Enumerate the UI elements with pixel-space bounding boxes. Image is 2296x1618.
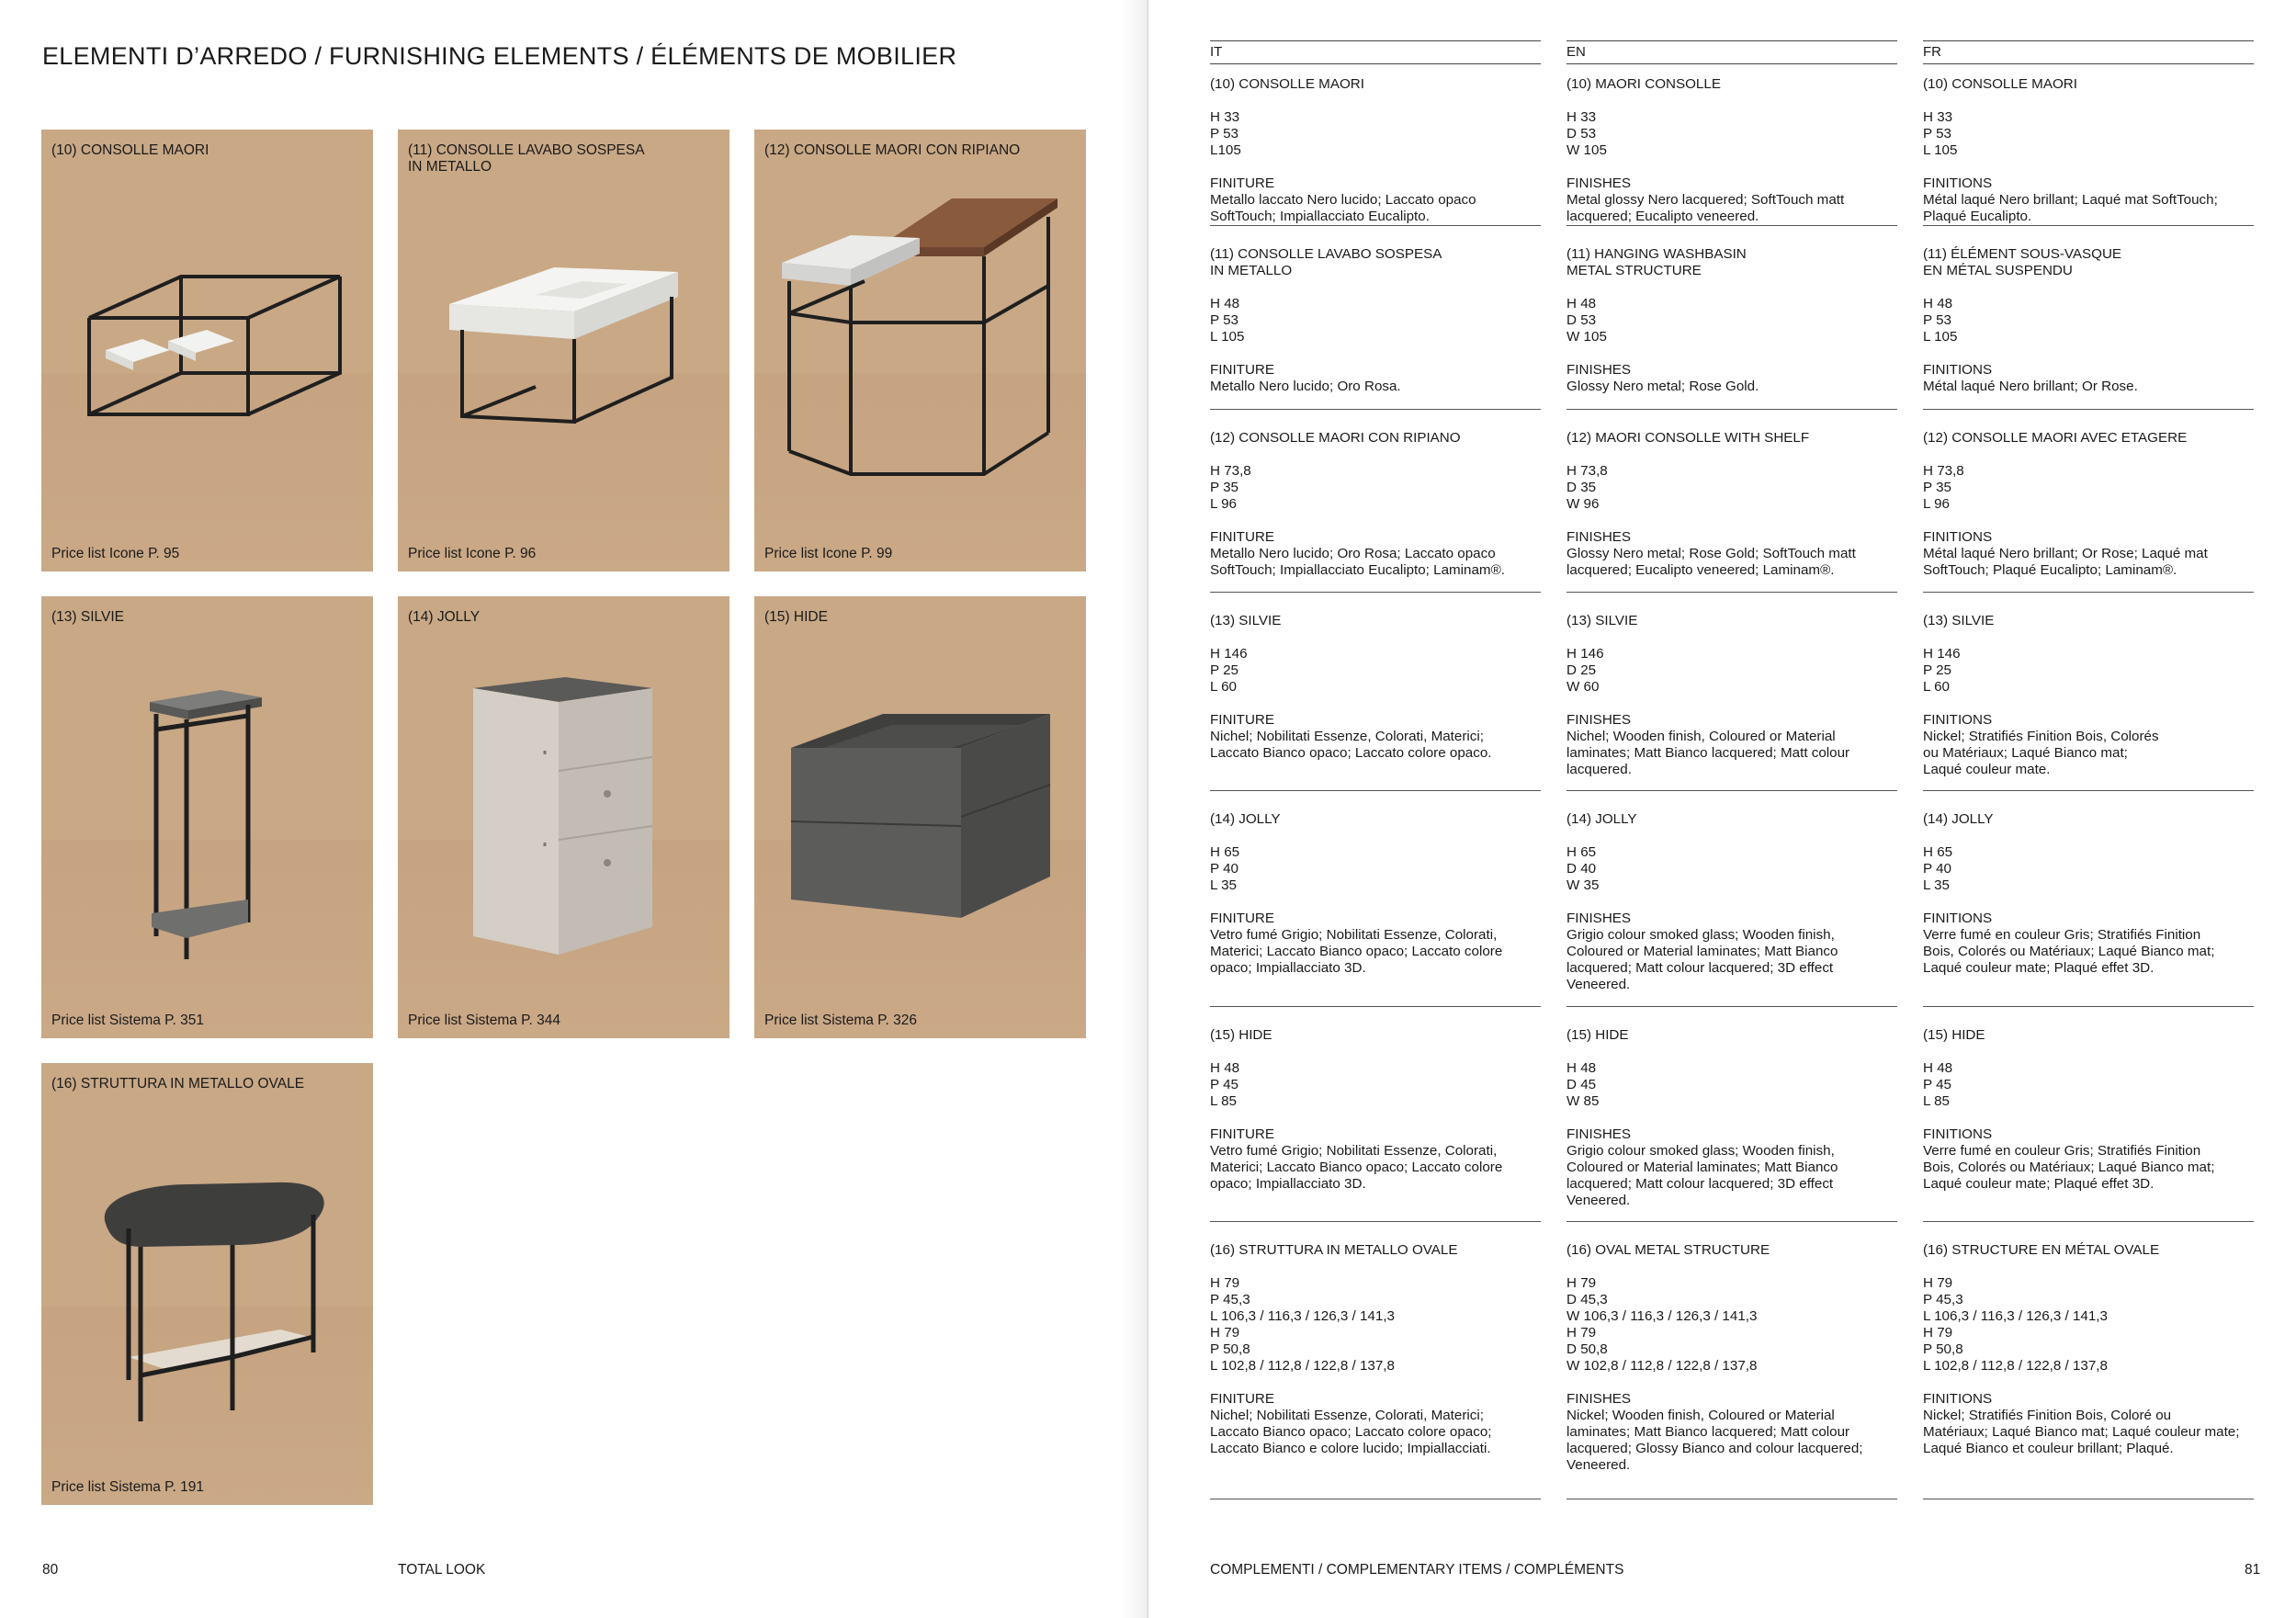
silvie-image [41,596,373,1038]
section-label-left: TOTAL LOOK [398,1562,486,1578]
spec-entry [1923,42,2254,226]
product-name: (14) JOLLY [1566,811,1637,827]
product-card-16[interactable] [41,1063,373,1505]
finishes-text: Nickel; Stratifiés Finition Bois, Colorés ou Matériaux; Laqué Bianco mat; Laqué couleur mate. [1923,729,2159,777]
dimensions: H 48 P 53 L 105 [1923,296,1958,345]
dimensions: H 79 D 45,3 W 106,3 / 116,3 / 126,3 / 141,3 H 79 D 50,8 W 102,8 / 112,8 / 122,8 / 137,8 [1566,1275,1758,1374]
finishes-text: Vetro fumé Grigio; Nobilitati Essenze, Colorati, Materici; Laccato Bianco opaco; Laccato colore opaco; Impiallacciato 3D. [1210,1143,1503,1192]
spec-entry [1923,226,2254,410]
product-name: (11) CONSOLLE LAVABO SOSPESA IN METALLO [1210,246,1442,278]
spec-entry [1923,1222,2254,1499]
finishes-label: FINITIONS [1923,529,1993,545]
price-link[interactable]: Price list Icone P. 96 [408,546,537,561]
finishes-label: FINISHES [1566,362,1632,378]
dimensions: H 73,8 D 35 W 96 [1566,463,1608,512]
finishes-label: FINISHES [1566,175,1632,191]
consolle-maori-ripiano-image [754,130,1086,571]
finishes-text: Verre fumé en couleur Gris; Stratifiés Finition Bois, Colorés ou Matériaux; Laqué Bianco mat; Laqué couleur mate; Plaqué effet 3D. [1923,1143,2215,1192]
product-name: (16) STRUCTURE EN MÉTAL OVALE [1923,1242,2160,1258]
finishes-text: Nichel; Nobilitati Essenze, Colorati, Materici; Laccato Bianco opaco; Laccato colore opaco; Laccato Bianco e colore lucido; Impiallacciati. [1210,1408,1492,1456]
product-name: (11) HANGING WASHBASIN METAL STRUCTURE [1566,246,1747,278]
price-link[interactable]: Price list Icone P. 95 [51,546,180,561]
finishes-text: Nichel; Nobilitati Essenze, Colorati, Materici; Laccato Bianco opaco; Laccato colore opaco. [1210,729,1492,761]
spec-entry [1210,1222,1541,1499]
finishes-label: FINITURE [1210,1391,1275,1407]
dimensions: H 48 D 53 W 105 [1566,296,1607,345]
price-link[interactable]: Price list Sistema P. 351 [51,1013,204,1028]
column-language-header: FR [1923,40,2254,64]
spec-column-fr [1923,40,2254,1511]
finishes-label: FINITURE [1210,911,1275,926]
spec-entry [1923,1007,2254,1222]
finishes-text: Vetro fumé Grigio; Nobilitati Essenze, Colorati, Materici; Laccato Bianco opaco; Laccato colore opaco; Impiallacciato 3D. [1210,927,1503,976]
spec-entry [1566,42,1897,226]
spec-entry [1210,42,1541,226]
consolle-maori-image [41,130,373,571]
finishes-text: Glossy Nero metal; Rose Gold; SoftTouch matt lacquered; Eucalipto veneered; Laminam®. [1566,546,1856,578]
spec-entry [1566,226,1897,410]
product-name: (14) JOLLY [1923,811,1994,827]
product-card-11[interactable] [398,130,730,571]
card-title: (15) HIDE [764,609,828,625]
card-title: (13) SILVIE [51,609,124,625]
dimensions: H 65 P 40 L 35 [1923,844,1953,893]
dimensions: H 146 P 25 L 60 [1923,646,1961,695]
finishes-text: Metallo Nero lucido; Oro Rosa; Laccato opaco SoftTouch; Impiallacciato Eucalipto; Laminam®. [1210,546,1505,578]
product-name: (11) ÉLÉMENT SOUS-VASQUE EN MÉTAL SUSPENDU [1923,246,2122,278]
finishes-text: Métal laqué Nero brillant; Or Rose. [1923,379,2138,394]
column-language-header: EN [1566,40,1897,64]
spec-entry [1566,410,1897,593]
dimensions: H 48 D 45 W 85 [1566,1060,1600,1109]
spec-entry [1566,791,1897,1007]
dimensions: H 79 P 45,3 L 106,3 / 116,3 / 126,3 / 141,3 H 79 P 50,8 L 102,8 / 112,8 / 122,8 / 137,8 [1210,1275,1395,1374]
spec-column-en [1566,40,1897,1511]
spec-entry [1566,1007,1897,1222]
dimensions: H 33 P 53 L105 [1210,109,1241,158]
product-name: (13) SILVIE [1210,613,1282,628]
dimensions: H 48 P 45 L 85 [1923,1060,1953,1109]
finishes-text: Métal laqué Nero brillant; Laqué mat SoftTouch; Plaqué Eucalipto. [1923,192,2218,224]
finishes-label: FINITIONS [1923,1391,1993,1407]
page-title: ELEMENTI D’ARREDO / FURNISHING ELEMENTS / ÉLÉMENTS DE MOBILIER [42,42,957,70]
jolly-image [398,596,730,1038]
product-name: (12) MAORI CONSOLLE WITH SHELF [1566,430,1810,446]
product-name: (13) SILVIE [1566,613,1638,628]
card-title: (11) CONSOLLE LAVABO SOSPESA IN METALLO [408,142,645,175]
page-number-right: 81 [2245,1562,2261,1578]
finishes-label: FINITIONS [1923,911,1993,926]
finishes-label: FINITIONS [1923,1126,1993,1142]
finishes-label: FINISHES [1566,1126,1632,1142]
finishes-label: FINISHES [1566,712,1632,728]
dimensions: H 48 P 45 L 85 [1210,1060,1240,1109]
finishes-text: Nickel; Stratifiés Finition Bois, Coloré ou Matériaux; Laqué Bianco mat; Laqué couleur mate; Laqué Bianco et couleur brillant; Plaqué. [1923,1408,2240,1456]
product-name: (10) CONSOLLE MAORI [1210,76,1364,92]
dimensions: H 48 P 53 L 105 [1210,296,1245,345]
column-language-header: IT [1210,40,1541,64]
finishes-label: FINISHES [1566,1391,1632,1407]
product-name: (16) OVAL METAL STRUCTURE [1566,1242,1770,1258]
spec-entry [1210,593,1541,791]
product-name: (13) SILVIE [1923,613,1995,628]
consolle-lavabo-image [398,130,730,571]
right-page [1148,0,2296,1618]
finishes-label: FINISHES [1566,529,1632,545]
price-link[interactable]: Price list Sistema P. 344 [408,1013,560,1028]
price-link[interactable]: Price list Sistema P. 191 [51,1479,204,1495]
finishes-label: FINITURE [1210,1126,1275,1142]
product-name: (15) HIDE [1210,1027,1272,1043]
finishes-label: FINISHES [1566,911,1632,926]
card-title: (16) STRUTTURA IN METALLO OVALE [51,1076,305,1092]
finishes-label: FINITIONS [1923,362,1993,378]
finishes-text: Glossy Nero metal; Rose Gold. [1566,379,1759,394]
spec-entry [1566,1222,1897,1499]
product-card-10[interactable] [41,130,373,571]
product-name: (15) HIDE [1923,1027,1985,1043]
dimensions: H 79 P 45,3 L 106,3 / 116,3 / 126,3 / 141,3 H 79 P 50,8 L 102,8 / 112,8 / 122,8 / 137,8 [1923,1275,2108,1374]
product-name: (12) CONSOLLE MAORI AVEC ETAGERE [1923,430,2188,446]
spec-entry [1923,410,2254,593]
price-link[interactable]: Price list Sistema P. 326 [764,1013,917,1028]
finishes-label: FINITURE [1210,175,1275,191]
finishes-label: FINITURE [1210,529,1275,545]
dimensions: H 33 P 53 L 105 [1923,109,1958,158]
finishes-text: Grigio colour smoked glass; Wooden finish, Coloured or Material laminates; Matt Bianco lacquered; Matt colour lacquered; 3D effect Veneered. [1566,1143,1838,1208]
card-title: (12) CONSOLLE MAORI CON RIPIANO [764,142,1021,158]
product-name: (10) CONSOLLE MAORI [1923,76,2077,92]
dimensions: H 65 D 40 W 35 [1566,844,1600,893]
spec-column-it [1210,40,1541,1511]
spec-entry [1566,593,1897,791]
card-title: (10) CONSOLLE MAORI [51,142,209,158]
product-name: (16) STRUTTURA IN METALLO OVALE [1210,1242,1458,1258]
hide-image [754,596,1086,1038]
dimensions: H 146 P 25 L 60 [1210,646,1248,695]
dimensions: H 73,8 P 35 L 96 [1210,463,1251,512]
product-name: (12) CONSOLLE MAORI CON RIPIANO [1210,430,1461,446]
finishes-text: Verre fumé en couleur Gris; Stratifiés Finition Bois, Colorés ou Matériaux; Laqué Bianco mat; Laqué couleur mate; Plaqué effet 3D. [1923,927,2215,976]
spec-entry [1923,791,2254,1007]
dimensions: H 65 P 40 L 35 [1210,844,1240,893]
finishes-text: Metal glossy Nero lacquered; SoftTouch matt lacquered; Eucalipto veneered. [1566,192,1845,224]
spec-entry [1923,593,2254,791]
product-card-15[interactable] [754,596,1086,1038]
product-name: (10) MAORI CONSOLLE [1566,76,1721,92]
card-title: (14) JOLLY [408,609,481,625]
product-card-13[interactable] [41,596,373,1038]
product-card-14[interactable] [398,596,730,1038]
spec-entry [1210,791,1541,1007]
product-card-12[interactable] [754,130,1086,571]
finishes-text: Nickel; Wooden finish, Coloured or Material laminates; Matt Bianco lacquered; Matt colour lacquered; Glossy Bianco and colour lacquered; Veneered. [1566,1408,1863,1473]
spec-entry [1210,1007,1541,1222]
spec-entry [1210,226,1541,410]
dimensions: H 73,8 P 35 L 96 [1923,463,1964,512]
finishes-text: Grigio colour smoked glass; Wooden finish, Coloured or Material laminates; Matt Bianco lacquered; Matt colour lacquered; 3D effect Veneered. [1566,927,1838,992]
product-name: (15) HIDE [1566,1027,1629,1043]
spec-entry [1210,410,1541,593]
struttura-ovale-image [41,1063,373,1505]
product-name: (14) JOLLY [1210,811,1281,827]
finishes-text: Metallo laccato Nero lucido; Laccato opaco SoftTouch; Impiallacciato Eucalipto. [1210,192,1476,224]
section-label-right: COMPLEMENTI / COMPLEMENTARY ITEMS / COMPLÉMENTS [1210,1562,1624,1578]
finishes-text: Nichel; Wooden finish, Coloured or Material laminates; Matt Bianco lacquered; Matt colour lacquered. [1566,729,1850,777]
finishes-text: Métal laqué Nero brillant; Or Rose; Laqué mat SoftTouch; Plaqué Eucalipto; Laminam®. [1923,546,2208,578]
dimensions: H 146 D 25 W 60 [1566,646,1604,695]
finishes-label: FINITIONS [1923,712,1993,728]
price-link[interactable]: Price list Icone P. 99 [764,546,893,561]
finishes-text: Metallo Nero lucido; Oro Rosa. [1210,379,1401,394]
dimensions: H 33 D 53 W 105 [1566,109,1607,158]
finishes-label: FINITIONS [1923,175,1993,191]
finishes-label: FINITURE [1210,712,1275,728]
page-number-left: 80 [42,1562,59,1578]
finishes-label: FINITURE [1210,362,1275,378]
